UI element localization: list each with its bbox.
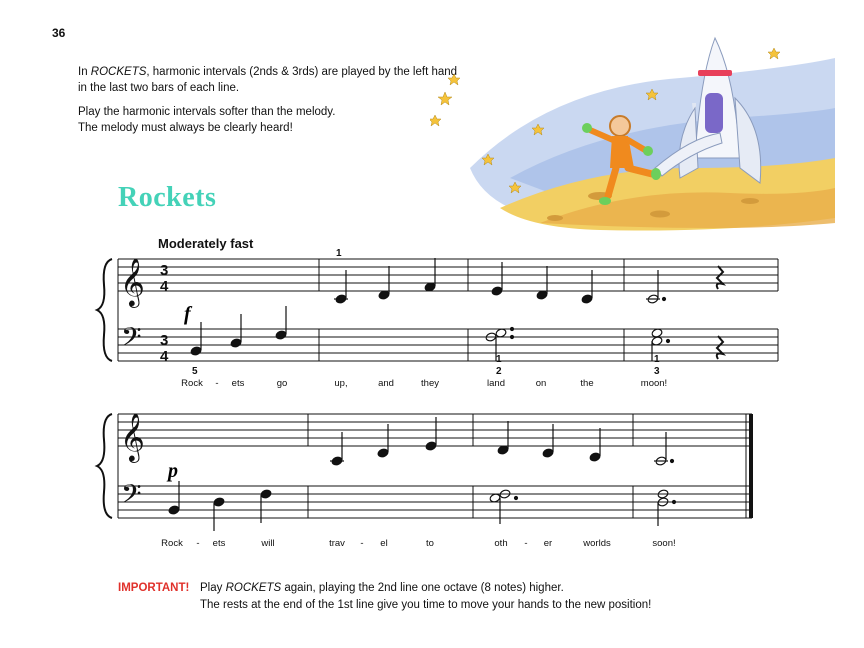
fingering: 3: [654, 366, 660, 377]
dynamic-piano: p: [168, 460, 178, 482]
note: [213, 497, 225, 507]
quarter-rest-icon: [717, 336, 723, 359]
bass-clef-icon: 𝄢: [121, 479, 142, 515]
system1-brace: [97, 259, 112, 361]
important-line-2: The rests at the end of the 1st line give you time to move your hands to the new position!: [200, 599, 652, 611]
lyric-syllable: soon!: [652, 538, 676, 549]
lyric-syllable: oth: [494, 538, 508, 549]
lyric-syllable: to: [426, 538, 434, 549]
time-sig-treble-bottom: 4: [160, 278, 169, 295]
intro-line-2: in the last two bars of each line.: [78, 82, 240, 94]
note: [230, 338, 242, 348]
fingering: 1: [496, 354, 502, 365]
treble-clef-icon: 𝄞: [120, 413, 145, 460]
fingering: 2: [496, 366, 502, 377]
lyric-syllable: ets: [212, 538, 226, 549]
tempo-marking: Moderately fast: [158, 236, 254, 251]
note: [581, 294, 593, 304]
lyric-syllable: moon!: [640, 378, 668, 389]
treble-clef-icon: 𝄞: [120, 258, 145, 305]
lyric-syllable: Rock: [161, 538, 183, 549]
lyric-syllable: ets: [231, 378, 245, 389]
page-number: 36: [52, 26, 66, 40]
lyric-syllable: er: [543, 538, 553, 549]
intro-line-1: In ROCKETS, harmonic intervals (2nds & 3rds) are played by the left hand: [78, 66, 458, 78]
note: [542, 448, 554, 458]
fingering: 1: [336, 248, 342, 259]
system1-treble-staff: [118, 259, 778, 291]
intro-line-4: The melody must always be clearly heard!: [78, 122, 293, 134]
important-line-1: Play ROCKETS again, playing the 2nd line one octave (8 notes) higher.: [200, 582, 564, 594]
lyric-syllable: go: [276, 378, 288, 389]
note: [190, 346, 202, 356]
lyric-syllable: -: [196, 538, 200, 549]
intro-line-3: Play the harmonic intervals softer than the melody.: [78, 106, 336, 118]
system1-bass-staff: [118, 329, 778, 361]
lyric-syllable: trav: [329, 538, 345, 549]
lyric-syllable: Rock: [181, 378, 203, 389]
note: [275, 330, 287, 340]
song-title: Rockets: [118, 182, 217, 213]
lyric-syllable: on: [535, 378, 547, 389]
lyric-syllable: will: [261, 538, 275, 549]
bass-clef-icon: 𝄢: [121, 322, 142, 358]
note: [491, 286, 503, 296]
system2-brace: [97, 414, 112, 518]
note: [168, 505, 180, 515]
lyric-syllable: el: [380, 538, 388, 549]
dynamic-forte: f: [184, 303, 191, 325]
lyric-syllable: and: [378, 378, 394, 389]
fingering: 1: [654, 354, 660, 365]
lyric-syllable: up,: [334, 378, 348, 389]
system2-bass-staff: [118, 486, 752, 518]
time-sig-bass-top: 3: [160, 332, 169, 349]
note: [589, 452, 601, 462]
system2-treble-staff: [118, 414, 752, 446]
lyric-syllable: the: [580, 378, 594, 389]
lyric-syllable: -: [524, 538, 528, 549]
lyric-syllable: -: [215, 378, 219, 389]
lyric-syllable: worlds: [583, 538, 611, 549]
system1-barlines: [118, 259, 778, 361]
time-sig-treble-top: 3: [160, 262, 169, 279]
note: [260, 489, 272, 499]
fingering: 5: [192, 366, 198, 377]
final-barline: [749, 414, 753, 518]
lyric-syllable: they: [421, 378, 439, 389]
lyric-syllable: -: [360, 538, 364, 549]
note: [377, 448, 389, 458]
important-label: IMPORTANT!: [118, 582, 190, 594]
time-sig-bass-bottom: 4: [160, 348, 169, 365]
quarter-rest-icon: [717, 266, 723, 289]
note: [425, 441, 437, 451]
lyric-syllable: land: [487, 378, 505, 389]
